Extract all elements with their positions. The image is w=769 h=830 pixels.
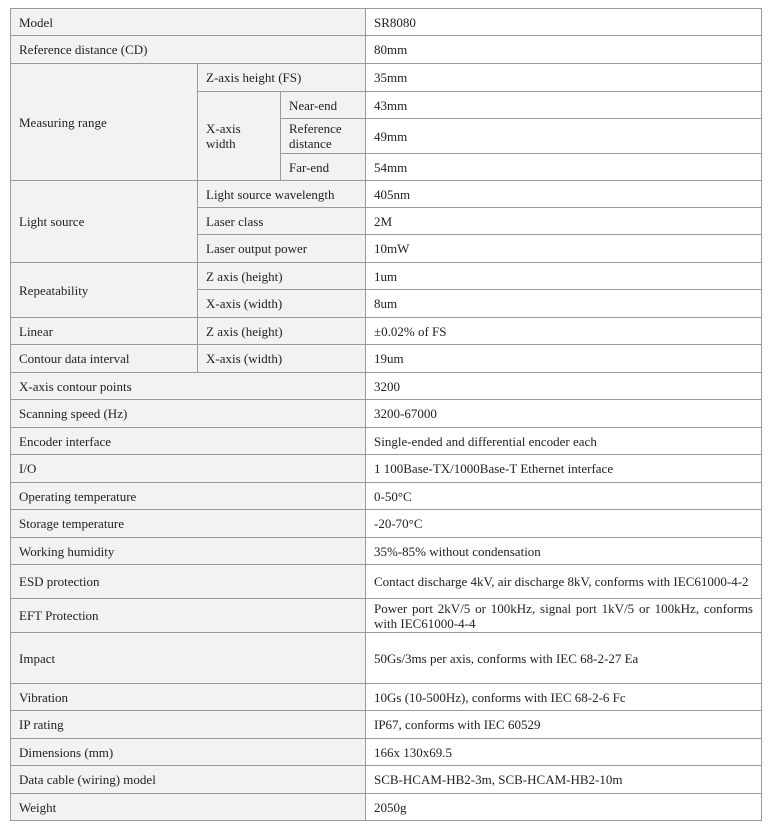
label-repeatability-z: Z axis (height) bbox=[198, 263, 366, 290]
label-reference-distance-width: Reference distance bbox=[281, 119, 366, 154]
label-near-end: Near-end bbox=[281, 92, 366, 119]
row-dimensions bbox=[11, 739, 762, 766]
label-cable: Data cable (wiring) model bbox=[11, 766, 366, 794]
row-reference-distance bbox=[11, 36, 762, 64]
label-model: Model bbox=[11, 9, 366, 36]
value-model: SR8080 bbox=[366, 9, 762, 36]
value-esd: Contact discharge 4kV, air discharge 8kV, conforms with IEC61000-4-2 bbox=[366, 565, 762, 599]
value-io: 1 100Base-TX/1000Base-T Ethernet interface bbox=[366, 455, 762, 483]
row-esd bbox=[11, 565, 762, 599]
value-humidity: 35%-85% without condensation bbox=[366, 538, 762, 565]
label-reference-distance: Reference distance (CD) bbox=[11, 36, 366, 64]
label-repeatability: Repeatability bbox=[11, 263, 198, 318]
label-linear-sub: Z axis (height) bbox=[198, 318, 366, 345]
row-vibration bbox=[11, 684, 762, 711]
label-wavelength: Light source wavelength bbox=[198, 181, 366, 208]
value-contour-points: 3200 bbox=[366, 373, 762, 400]
value-laser-class: 2M bbox=[366, 208, 762, 235]
label-vibration: Vibration bbox=[11, 684, 366, 711]
row-contour-points bbox=[11, 373, 762, 400]
value-storage-temperature: -20-70°C bbox=[366, 510, 762, 538]
value-dimensions: 166x 130x69.5 bbox=[366, 739, 762, 766]
label-contour-interval-sub: X-axis (width) bbox=[198, 345, 366, 373]
label-contour-interval: Contour data interval bbox=[11, 345, 198, 373]
value-z-axis-height: 35mm bbox=[366, 64, 762, 92]
label-laser-class: Laser class bbox=[198, 208, 366, 235]
value-operating-temperature: 0-50°C bbox=[366, 483, 762, 510]
label-humidity: Working humidity bbox=[11, 538, 366, 565]
value-near-end: 43mm bbox=[366, 92, 762, 119]
label-storage-temperature: Storage temperature bbox=[11, 510, 366, 538]
row-cable bbox=[11, 766, 762, 794]
value-linear: ±0.02% of FS bbox=[366, 318, 762, 345]
row-model bbox=[11, 9, 762, 36]
label-ip-rating: IP rating bbox=[11, 711, 366, 739]
row-contour-interval bbox=[11, 345, 762, 373]
row-wavelength bbox=[11, 181, 762, 208]
label-encoder: Encoder interface bbox=[11, 428, 366, 455]
label-contour-points: X-axis contour points bbox=[11, 373, 366, 400]
value-scanning-speed: 3200-67000 bbox=[366, 400, 762, 428]
row-encoder bbox=[11, 428, 762, 455]
label-io: I/O bbox=[11, 455, 366, 483]
specification-table bbox=[10, 8, 762, 821]
value-encoder: Single-ended and differential encoder each bbox=[366, 428, 762, 455]
value-far-end: 54mm bbox=[366, 154, 762, 181]
label-operating-temperature: Operating temperature bbox=[11, 483, 366, 510]
label-dimensions: Dimensions (mm) bbox=[11, 739, 366, 766]
label-weight: Weight bbox=[11, 794, 366, 821]
row-eft bbox=[11, 599, 762, 633]
value-output-power: 10mW bbox=[366, 235, 762, 263]
value-ip-rating: IP67, conforms with IEC 60529 bbox=[366, 711, 762, 739]
label-light-source: Light source bbox=[11, 181, 198, 263]
label-esd: ESD protection bbox=[11, 565, 366, 599]
value-weight: 2050g bbox=[366, 794, 762, 821]
value-impact: 50Gs/3ms per axis, conforms with IEC 68-2-27 Ea bbox=[366, 633, 762, 684]
value-vibration: 10Gs (10-500Hz), conforms with IEC 68-2-6 Fc bbox=[366, 684, 762, 711]
row-linear bbox=[11, 318, 762, 345]
label-eft: EFT Protection bbox=[11, 599, 366, 633]
row-impact bbox=[11, 633, 762, 684]
label-impact: Impact bbox=[11, 633, 366, 684]
label-output-power: Laser output power bbox=[198, 235, 366, 263]
label-far-end: Far-end bbox=[281, 154, 366, 181]
label-measuring-range: Measuring range bbox=[11, 64, 198, 181]
row-storage-temperature bbox=[11, 510, 762, 538]
value-repeatability-z: 1um bbox=[366, 263, 762, 290]
value-eft: Power port 2kV/5 or 100kHz, signal port 1kV/5 or 100kHz, conforms with IEC61000-4-4 bbox=[366, 599, 762, 633]
value-reference-distance: 80mm bbox=[366, 36, 762, 64]
row-operating-temperature bbox=[11, 483, 762, 510]
value-cable: SCB-HCAM-HB2-3m, SCB-HCAM-HB2-10m bbox=[366, 766, 762, 794]
row-z-axis-height bbox=[11, 64, 762, 92]
value-repeatability-x: 8um bbox=[366, 290, 762, 318]
value-wavelength: 405nm bbox=[366, 181, 762, 208]
row-humidity bbox=[11, 538, 762, 565]
label-x-axis-width: X-axis width bbox=[198, 92, 281, 181]
row-io bbox=[11, 455, 762, 483]
label-linear: Linear bbox=[11, 318, 198, 345]
label-repeatability-x: X-axis (width) bbox=[198, 290, 366, 318]
label-scanning-speed: Scanning speed (Hz) bbox=[11, 400, 366, 428]
row-weight bbox=[11, 794, 762, 821]
label-z-axis-height: Z-axis height (FS) bbox=[198, 64, 366, 92]
row-ip-rating bbox=[11, 711, 762, 739]
value-reference-distance-width: 49mm bbox=[366, 119, 762, 154]
row-repeatability-z bbox=[11, 263, 762, 290]
value-contour-interval: 19um bbox=[366, 345, 762, 373]
row-scanning-speed bbox=[11, 400, 762, 428]
